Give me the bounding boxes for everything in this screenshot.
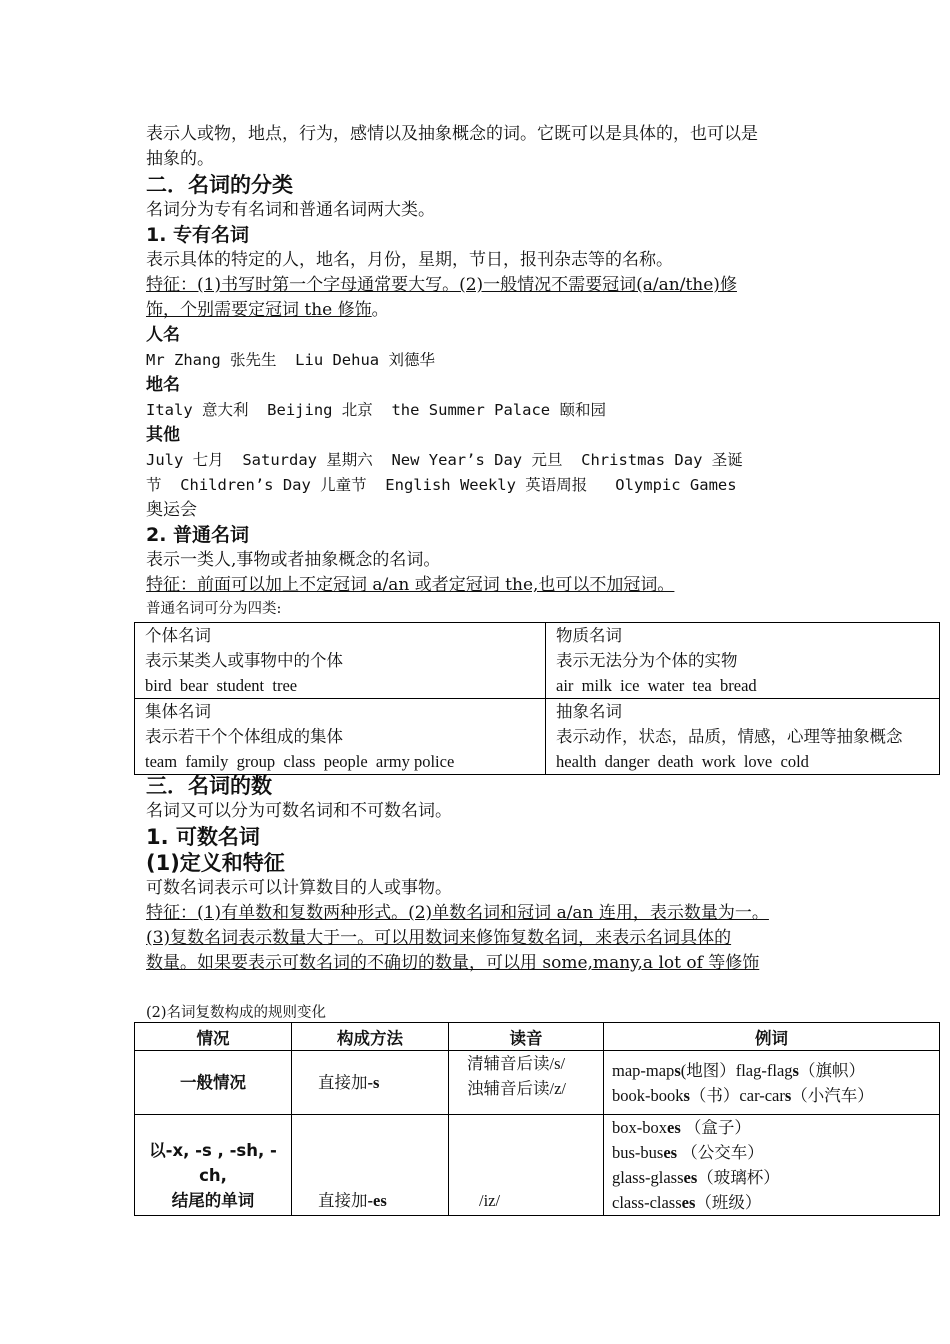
noun-type-examples: team family group class people army police	[145, 752, 455, 771]
header-method: 构成方法	[292, 1023, 449, 1051]
example-line	[612, 1115, 931, 1140]
example-suffix: s	[784, 1085, 792, 1105]
example-line	[612, 1083, 931, 1108]
rule-case	[135, 1115, 292, 1216]
table-row	[135, 699, 940, 775]
example-suffix: es	[667, 1118, 681, 1137]
example-meaning: （盒子）	[680, 1118, 751, 1137]
method-prefix: 直接加	[318, 1073, 368, 1092]
method-suffix: -es	[367, 1191, 387, 1210]
proper-noun-feature-2-end: 。	[371, 300, 389, 320]
common-noun-desc: 表示一类人,事物或者抽象概念的名词。	[146, 550, 441, 570]
table-cell	[135, 699, 546, 775]
rule-method	[292, 1051, 449, 1115]
noun-type-name: 个体名词	[145, 626, 211, 645]
table-row	[135, 623, 940, 699]
sound-line-2: 浊辅音后读/z/	[467, 1079, 566, 1098]
rule-case-line-1: 以-x, -s , -sh, -ch,	[149, 1141, 277, 1185]
example-base: bus-bus	[612, 1143, 664, 1162]
sound-text: /iz/	[479, 1191, 501, 1210]
example-meaning: （小汽车）	[791, 1085, 874, 1105]
noun-type-name: 物质名词	[556, 626, 622, 645]
person-name-examples: Mr Zhang 张先生 Liu Dehua 刘德华	[146, 351, 435, 369]
noun-type-name: 集体名词	[145, 702, 211, 721]
section-heading-number: 三．名词的数	[146, 774, 272, 798]
method-suffix: -s	[367, 1073, 380, 1092]
example-suffix: es	[683, 1168, 698, 1187]
noun-type-desc: 表示动作，状态，品质，情感，心理等抽象概念	[556, 727, 903, 746]
number-desc: 名词又可以分为可数名词和不可数名词。	[146, 801, 452, 821]
rule-case-line-2: 结尾的单词	[171, 1191, 255, 1210]
sound-line-1: 清辅音后读/s/	[467, 1054, 566, 1073]
section-3-body	[146, 773, 836, 1024]
person-name-label: 人名	[146, 325, 180, 345]
proper-noun-feature-2	[146, 298, 836, 323]
countable-feature-3: 数量。如果要表示可数名词的不确切的数量，可以用 some,many,a lot of 等修饰	[146, 953, 760, 973]
noun-type-examples: air milk ice water tea bread	[556, 676, 757, 695]
rule-examples	[604, 1051, 940, 1115]
noun-type-examples: health danger death work love cold	[556, 752, 809, 771]
example-base: map-map	[612, 1060, 675, 1080]
example-text: （书）car-car	[689, 1085, 785, 1105]
proper-noun-feature-1: 特征：(1)书写时第一个字母通常要大写。(2)一般情况不需要冠词(a/an/the)修	[146, 275, 737, 295]
rule-sound	[449, 1051, 604, 1115]
countable-feature-1: 特征：(1)有单数和复数两种形式。(2)单数名词和冠词 a/an 连用，表示数量为一。	[146, 903, 769, 923]
table-row	[135, 1051, 940, 1115]
rule-examples	[604, 1115, 940, 1216]
other-examples-line-1: July 七月 Saturday 星期六 New Year’s Day 元旦 Christmas Day 圣诞	[146, 451, 743, 469]
intro-line-2: 抽象的。	[146, 149, 214, 169]
proper-noun-feature-2-text: 饰，个别需要定冠词 the 修饰	[146, 300, 372, 320]
table-cell	[546, 699, 940, 775]
example-suffix: s	[792, 1060, 799, 1080]
other-examples-line-2: 节 Children’s Day 儿童节 English Weekly 英语周报 Olympic Games	[146, 476, 737, 494]
countable-feature-2: (3)复数名词表示数量大于一。可以用数词来修饰复数名词，来表示名词具体的	[146, 928, 732, 948]
rule-case	[135, 1051, 292, 1115]
example-meaning: （旗帜）	[798, 1060, 865, 1080]
proper-noun-heading: 1. 专有名词	[146, 224, 250, 246]
classification-desc: 名词分为专有名词和普通名词两大类。	[146, 200, 435, 220]
noun-type-examples: bird bear student tree	[145, 676, 298, 695]
example-base: book-book	[612, 1085, 684, 1105]
table-cell	[135, 623, 546, 699]
document-body	[146, 122, 836, 620]
example-base: class-class	[612, 1193, 682, 1212]
example-line	[612, 1140, 931, 1165]
countable-noun-heading: 1. 可数名词	[146, 825, 260, 849]
common-noun-types-table	[134, 622, 940, 775]
other-label: 其他	[146, 425, 180, 445]
rule-sound	[449, 1115, 604, 1216]
other-examples-line-3: 奥运会	[146, 500, 197, 520]
header-sound: 读音	[449, 1023, 604, 1051]
table-cell	[546, 623, 940, 699]
example-meaning: （玻璃杯）	[697, 1168, 780, 1187]
header-examples: 例词	[604, 1023, 940, 1051]
example-base: glass-glass	[612, 1168, 684, 1187]
rule-case-text: 一般情况	[180, 1073, 246, 1092]
example-line	[612, 1165, 931, 1190]
plural-rules-table	[134, 1022, 940, 1216]
example-line	[612, 1058, 931, 1083]
noun-type-desc: 表示某类人或事物中的个体	[145, 651, 343, 670]
example-suffix: s	[683, 1085, 690, 1105]
definition-heading: (1)定义和特征	[146, 851, 285, 875]
noun-type-desc: 表示若干个个体组成的集体	[145, 727, 343, 746]
example-line	[612, 1190, 931, 1215]
common-noun-four-types: 普通名词可分为四类:	[146, 601, 282, 617]
proper-noun-desc: 表示具体的特定的人，地名，月份，星期，节日，报刊杂志等的名称。	[146, 250, 673, 270]
rule-method	[292, 1115, 449, 1216]
noun-type-name: 抽象名词	[556, 702, 622, 721]
section-heading-classification: 二．名词的分类	[146, 173, 293, 197]
example-meaning: （班级）	[695, 1193, 762, 1212]
intro-line-1: 表示人或物，地点，行为，感情以及抽象概念的词。它既可以是具体的，也可以是	[146, 124, 758, 144]
example-text: (地图）flag-flag	[680, 1060, 793, 1080]
header-case: 情况	[135, 1023, 292, 1051]
example-base: box-box	[612, 1118, 667, 1137]
example-suffix: s	[674, 1060, 681, 1080]
place-name-label: 地名	[146, 375, 180, 395]
example-suffix: es	[681, 1193, 696, 1212]
table-row	[135, 1115, 940, 1216]
example-suffix: es	[663, 1143, 678, 1162]
place-name-examples: Italy 意大利 Beijing 北京 the Summer Palace 颐和园	[146, 401, 606, 419]
definition-desc: 可数名词表示可以计算数目的人或事物。	[146, 878, 452, 898]
method-prefix: 直接加	[318, 1191, 368, 1210]
common-noun-heading: 2. 普通名词	[146, 524, 250, 546]
noun-type-desc: 表示无法分为个体的实物	[556, 651, 738, 670]
common-noun-feature: 特征：前面可以加上不定冠词 a/an 或者定冠词 the,也可以不加冠词。	[146, 575, 675, 595]
rules-caption: (2)名词复数构成的规则变化	[146, 1005, 327, 1021]
example-meaning: （公交车）	[677, 1143, 764, 1162]
table-header-row	[135, 1023, 940, 1051]
